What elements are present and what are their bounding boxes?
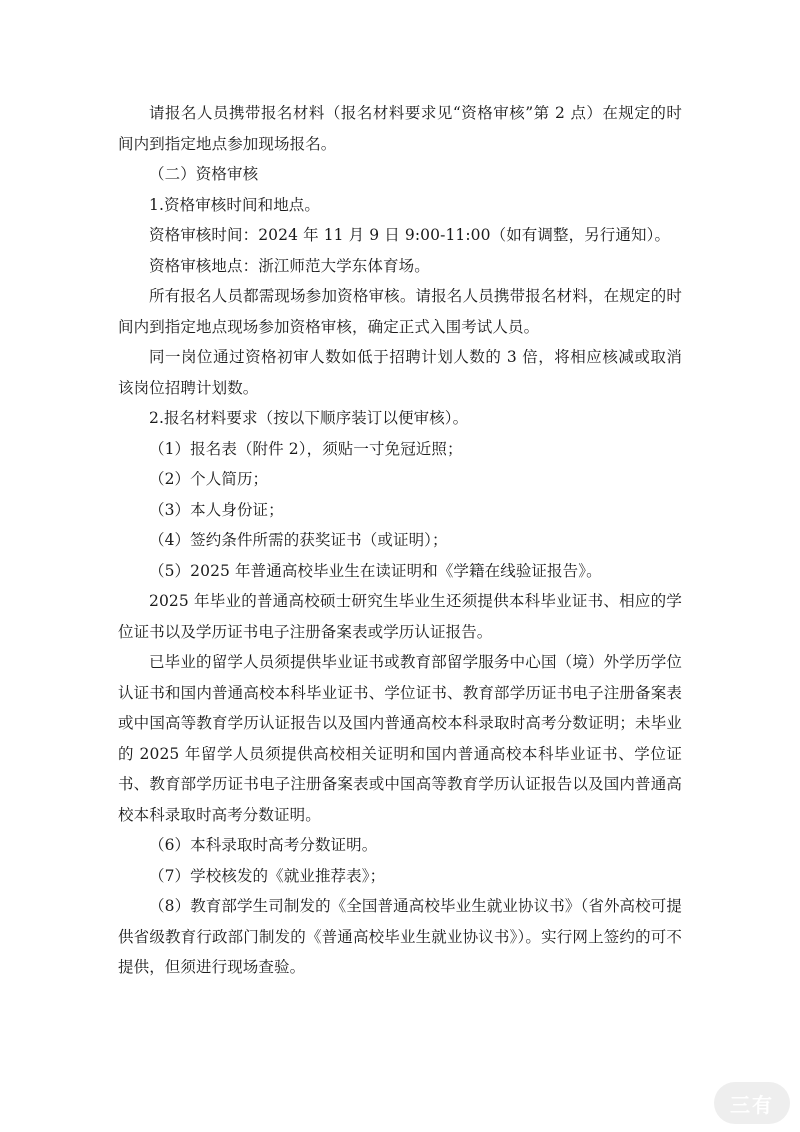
paragraph-overseas-graduates: 已毕业的留学人员须提供毕业证书或教育部留学服务中心国（境）外学历学位认证书和国内普通高校本科毕业证书、学位证书、教育部学历证书电子注册备案表或中国高等教育学历认证报告以及国内普通高校本科录取时高考分数证明；未毕业的 2025 年留学人员须提供高校相关证明和国内普通高校本科毕业证书、学位证书、教育部学历证书电子注册备案表或中国高等教育学历认证报告以及国内普通高校本科录取时高考分数证明。	[118, 653, 682, 824]
paragraph-review-location: 资格审核地点：浙江师范大学东体育场。	[149, 256, 430, 275]
subheading-review-time-place: 1.资格审核时间和地点。	[149, 195, 320, 214]
list-item-exam-score-proof: （6）本科录取时高考分数证明。	[149, 836, 378, 854]
paragraph-review-time: 资格审核时间：2024 年 11 月 9 日 9:00-11:00（如有调整，另行通知）。	[149, 226, 671, 244]
paragraph-masters-graduates: 2025 年毕业的普通高校硕士研究生毕业生还须提供本科毕业证书、相应的学位证书以及学历证书电子注册备案表或学历认证报告。	[118, 592, 682, 641]
section-heading-qualification-review: （二）资格审核	[149, 165, 259, 183]
list-item-award-certificates: （4）签约条件所需的获奖证书（或证明）；	[149, 531, 448, 549]
document-body	[118, 98, 682, 983]
paragraph-quota-rule: 同一岗位通过资格初审人数如低于招聘计划人数的 3 倍，将相应核减或取消该岗位招聘计划数。	[118, 348, 682, 397]
paragraph-onsite-review: 所有报名人员都需现场参加资格审核。请报名人员携带报名材料，在规定的时间内到指定地点现场参加资格审核，确定正式入围考试人员。	[118, 287, 682, 336]
list-item-resume: （2）个人简历；	[149, 470, 269, 488]
list-item-id-card: （3）本人身份证；	[149, 500, 284, 519]
subheading-materials-requirements: 2.报名材料要求（按以下顺序装订以便审核）。	[149, 409, 469, 427]
watermark-logo: 三有	[714, 1082, 790, 1124]
paragraph-registration-instructions: 请报名人员携带报名材料（报名材料要求见“资格审核”第 2 点）在规定的时间内到指定地点参加现场报名。	[118, 104, 682, 153]
list-item-recommendation-form: （7）学校核发的《就业推荐表》；	[149, 866, 386, 885]
list-item-employment-agreement: （8）教育部学生司制发的《全国普通高校毕业生就业协议书》（省外高校可提供省级教育行政部门制发的《普通高校毕业生就业协议书》）。实行网上签约的可不提供，但须进行现场查验。	[118, 897, 682, 976]
list-item-enrollment-proof: （5）2025 年普通高校毕业生在读证明和《学籍在线验证报告》。	[149, 561, 602, 580]
list-item-application-form: （1）报名表（附件 2），须贴一寸免冠近照；	[149, 439, 463, 458]
